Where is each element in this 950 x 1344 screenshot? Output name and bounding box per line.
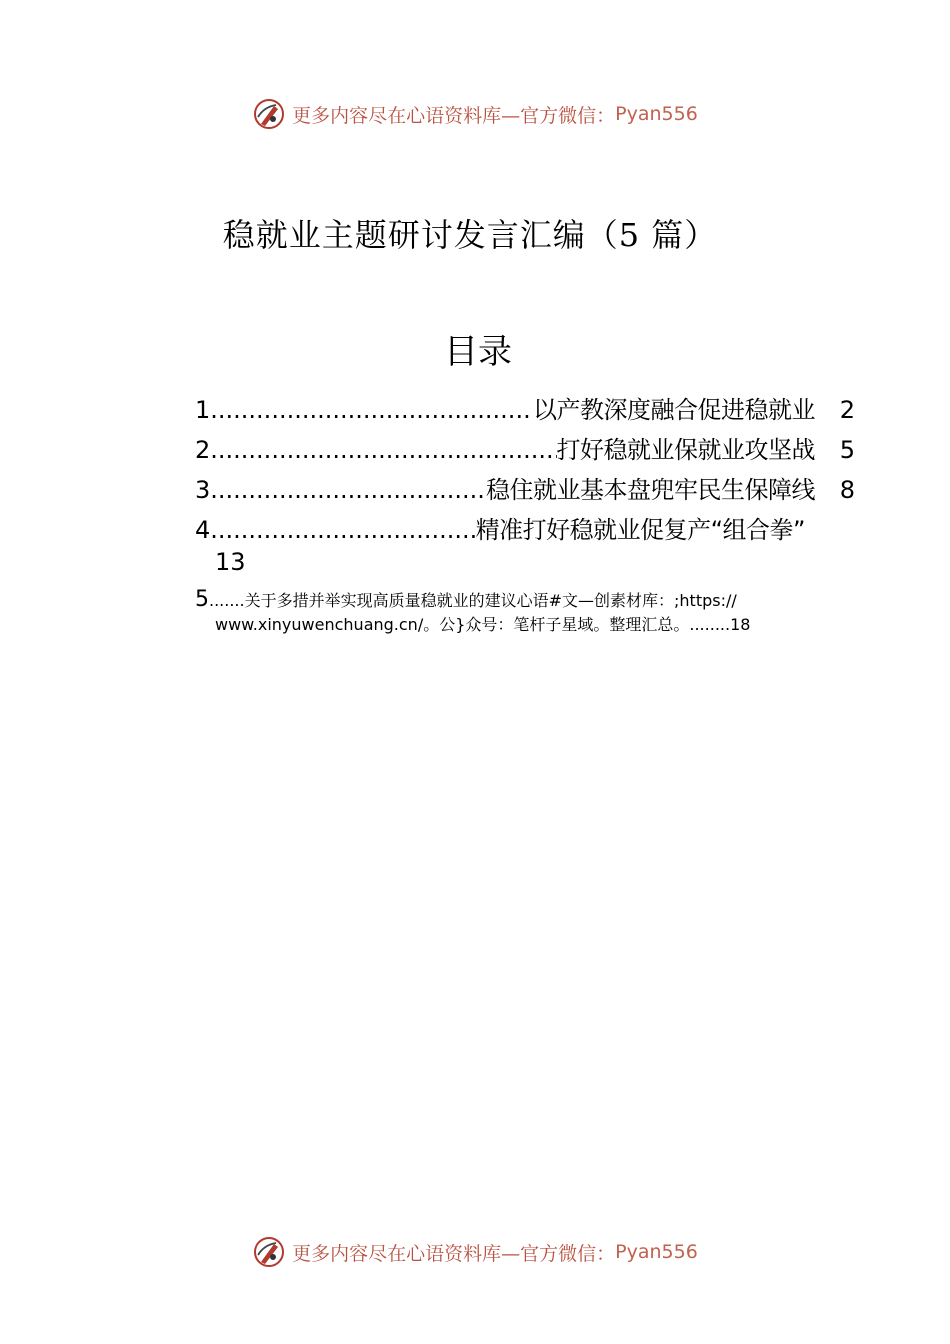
toc-entry-title: 打好稳就业保就业攻坚战: [556, 436, 815, 464]
table-of-contents: [195, 390, 855, 637]
toc-entry-page: 2: [839, 396, 855, 424]
toc-entry-page: 8: [839, 476, 855, 504]
toc-entry-title: 稳住就业基本盘兜牢民生保障线: [486, 476, 815, 504]
banner-wechat-handle: Pyan556: [615, 1241, 698, 1263]
toc-leader-dots: .......: [209, 591, 245, 610]
toc-leader-dots: [210, 430, 556, 470]
toc-leader-dots: [210, 470, 486, 510]
pen-nib-logo-icon: [252, 97, 286, 131]
toc-entry[interactable]: [195, 390, 855, 430]
toc-entry-number: 2: [195, 436, 211, 464]
footer-banner: [0, 1232, 950, 1272]
toc-heading: 目录: [444, 332, 512, 372]
toc-entry[interactable]: [195, 430, 855, 470]
toc-entry-number: 4: [195, 516, 211, 544]
banner-text: 更多内容尽在心语资料库—官方微信：: [292, 104, 616, 127]
toc-entry-number: 3: [195, 476, 211, 504]
toc-entry-title-continued: www.xinyuwenchuang.cn/。公}众号：笔杆子星域。整理汇总。........18: [215, 615, 751, 634]
toc-entry-title: 关于多措并举实现高质量稳就业的建议心语#文—创素材库：;https://: [244, 591, 737, 610]
toc-entry-title: 以产教深度融合促进稳就业: [533, 396, 815, 424]
toc-entry-number: 5: [195, 587, 209, 612]
toc-entry-page: 5: [839, 436, 855, 464]
toc-entry-title: 精准打好稳就业促复产“组合拳”: [475, 516, 805, 544]
toc-leader-dots: [210, 390, 533, 430]
toc-entry-page: 13: [215, 548, 246, 576]
banner-text: 更多内容尽在心语资料库—官方微信：: [292, 1242, 616, 1265]
header-banner: [0, 94, 950, 134]
toc-entry-number: 1: [195, 396, 211, 424]
banner-wechat-handle: Pyan556: [615, 103, 698, 125]
document-title: 稳就业主题研讨发言汇编（5 篇）: [222, 216, 718, 254]
toc-entry[interactable]: [195, 510, 855, 550]
toc-leader-dots: [210, 510, 475, 550]
toc-entry[interactable]: [195, 588, 807, 637]
pen-nib-logo-icon: [252, 1235, 286, 1269]
toc-entry[interactable]: [195, 470, 855, 510]
